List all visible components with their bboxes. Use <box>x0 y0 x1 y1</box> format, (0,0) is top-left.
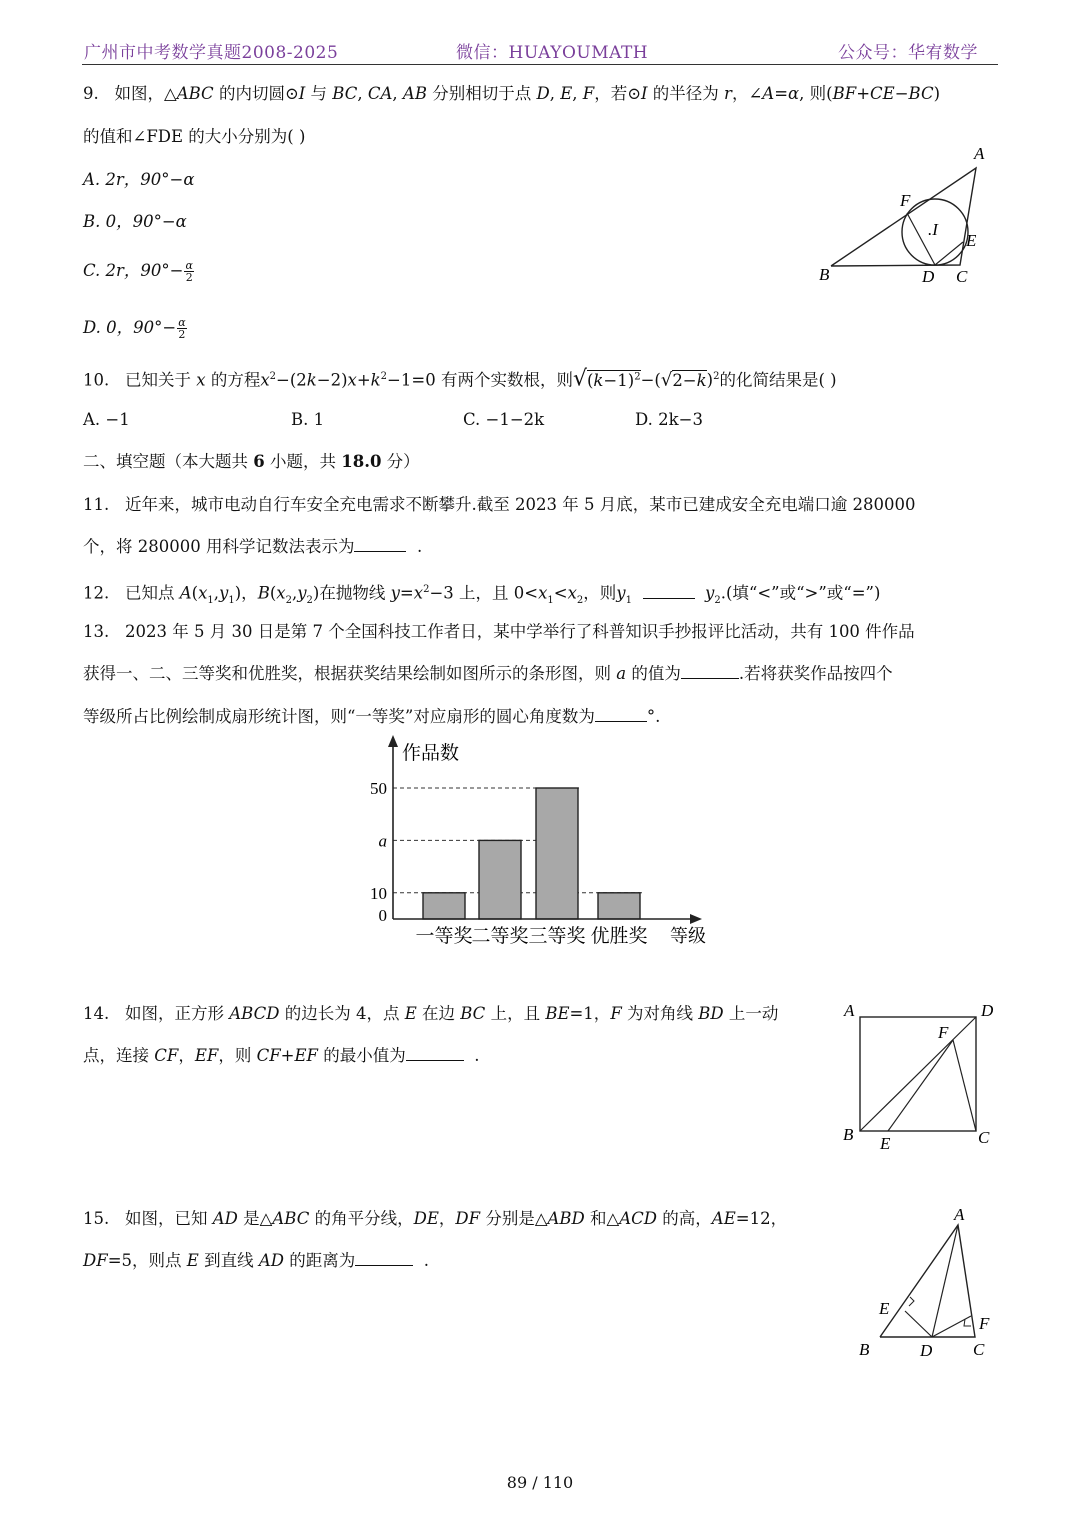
q9-option-a[interactable]: A. 2r，90°−α <box>83 170 195 189</box>
header-divider <box>82 64 998 65</box>
q14-line1: 14. 如图，正方形 ABCD 的边长为 4，点 E 在边 BC 上，且 BE=1，F 为对角线 BD 上一动 <box>83 1004 779 1023</box>
q10-option-b[interactable]: B. 1 <box>291 410 325 429</box>
q14-label-a: A <box>844 1001 855 1020</box>
q14-label-e: E <box>880 1134 891 1153</box>
q14-line2: 点，连接 CF，EF，则 CF+EF 的最小值为 . <box>83 1046 480 1065</box>
q9-label-a: A <box>974 144 985 163</box>
header-right: 公众号：华宥数学 <box>838 43 978 63</box>
q9-option-b[interactable]: B. 0，90°−α <box>83 212 187 231</box>
q9-label-i: .I <box>928 220 938 239</box>
x-tick-label-3: 三等奖 <box>528 925 586 947</box>
q15-label-d: D <box>920 1341 933 1360</box>
x-tick-label-2: 二等奖 <box>471 925 529 947</box>
q9-option-c[interactable]: C. 2r，90°− $\frac{\alpha}{2}$ <box>83 259 193 284</box>
bar-4 <box>598 893 640 919</box>
q9-label-f: F <box>900 191 911 210</box>
q13-line1: 13. 2023 年 5 月 30 日是第 7 个全国科技工作者日，某中学举行了科普知识手抄报评比活动，共有 100 件作品 <box>83 622 915 641</box>
q9-line2: 的值和∠FDE 的大小分别为( ) <box>83 127 306 146</box>
x-tick-label-1: 一等奖 <box>415 925 473 947</box>
page-number: 89 / 110 <box>506 1473 574 1492</box>
q9-label-e: E <box>966 231 977 250</box>
q15-label-c: C <box>973 1340 985 1359</box>
y-axis-arrow <box>388 735 398 747</box>
q10-option-d[interactable]: D. 2k−3 <box>635 410 703 429</box>
q14-label-f: F <box>938 1023 949 1042</box>
q15-label-f: F <box>979 1314 990 1333</box>
q12-answer-blank[interactable] <box>643 584 695 599</box>
q15-label-e: E <box>879 1299 890 1318</box>
y-tick-label-2: a <box>378 831 387 851</box>
bar-3 <box>536 788 578 919</box>
q15-line2: DF=5，则点 E 到直线 AD 的距离为 . <box>83 1251 429 1270</box>
y-axis-label: 作品数 <box>402 742 460 764</box>
bar-2 <box>479 840 521 919</box>
q15-label-a: A <box>954 1205 965 1224</box>
q14-figure <box>838 998 1008 1158</box>
q9-label-d: D <box>922 267 935 286</box>
bar-1 <box>423 893 465 919</box>
y-tick-label-0: 0 <box>378 906 387 925</box>
q15-line1: 15. 如图，已知 AD 是△ABC 的角平分线，DE，DF 分别是△ABD 和△ACD 的高，AE=12， <box>83 1209 788 1228</box>
y-tick-label-1: 10 <box>370 883 387 903</box>
y-tick-label-3: 50 <box>370 779 387 798</box>
section-2-heading: 二、填空题（本大题共 6 小题，共 18.0 分） <box>83 452 420 471</box>
x-axis-arrow <box>690 914 702 924</box>
q15-label-b: B <box>859 1340 870 1359</box>
q14-label-b: B <box>843 1125 854 1144</box>
header-center: 微信：HUAYOUMATH <box>456 43 649 63</box>
q14-label-c: C <box>978 1128 990 1147</box>
x-tick-label-4: 优胜奖 <box>590 925 648 947</box>
q9-line1: 9. 如图，△ABC 的内切圆⊙I 与 BC, CA, AB 分别相切于点 D, E, F，若⊙I 的半径为 r，∠A=α, 则(BF+CE−BC) <box>83 84 941 103</box>
q13-answer-blank-a[interactable] <box>681 664 739 679</box>
q11-answer-blank[interactable] <box>354 537 406 552</box>
q13-bar-chart <box>360 735 730 950</box>
q13-line3: 等级所占比例绘制成扇形统计图，则“一等奖”对应扇形的圆心角度数为 °. <box>83 707 661 726</box>
q14-answer-blank[interactable] <box>406 1046 464 1061</box>
x-axis-label: 等级 <box>670 926 706 947</box>
q9-label-c: C <box>956 267 968 286</box>
header-left: 广州市中考数学真题2008-2025 <box>84 43 339 63</box>
q11-line1: 11. 近年来，城市电动自行车安全充电需求不断攀升.截至 2023 年 5 月底，某市已建成安全充电端口逾 280000 <box>83 495 916 514</box>
q9-figure <box>800 140 1010 290</box>
q15-figure <box>850 1205 1010 1370</box>
q10-line: 10. 已知关于 x 的方程$x^2-(2k-2)x+k^2-1=0$ 有两个实数根，则$√(k-1)^2-(√2-k)^2$的化简结果是( ) <box>83 366 837 392</box>
q13-answer-blank-angle[interactable] <box>595 707 647 722</box>
q10-option-c[interactable]: C. −1−2k <box>463 410 545 429</box>
q10-option-a[interactable]: A. −1 <box>83 410 130 429</box>
q9-option-d[interactable]: D. 0，90°− $\frac{\alpha}{2}$ <box>83 316 186 341</box>
q13-line2: 获得一、二、三等奖和优胜奖，根据获奖结果绘制如图所示的条形图，则 a 的值为 .若将获奖作品按四个 <box>83 664 893 683</box>
q11-line2: 个，将 280000 用科学记数法表示为 . <box>83 537 423 556</box>
q15-answer-blank[interactable] <box>355 1251 413 1266</box>
q12-line: 12. 已知点 $A(x_1,y_1)$，$B(x_2,y_2)$在抛物线 $y=x^2-3$ 上，且 $0<x_1<x_2$，则$y_1$ $y_2$.(填“<”或“>”或“=”) <box>83 583 881 606</box>
q14-label-d: D <box>981 1001 994 1020</box>
q9-label-b: B <box>819 265 830 284</box>
